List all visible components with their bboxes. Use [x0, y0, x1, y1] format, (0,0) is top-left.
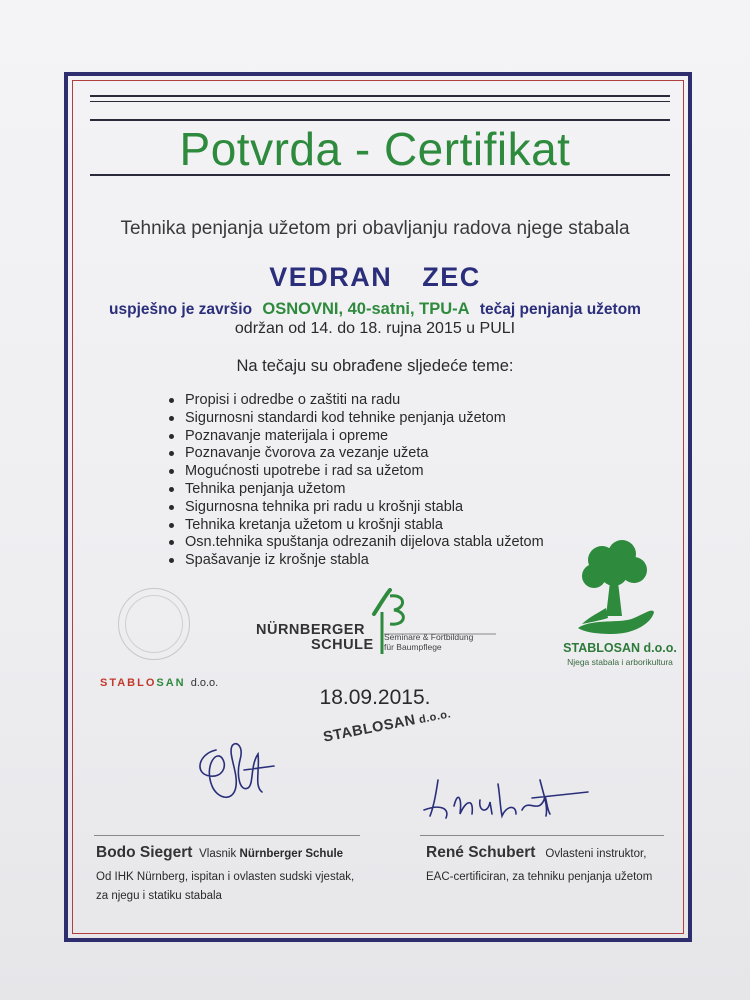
nurnberger-tagline: [384, 632, 473, 652]
signature-line-left: [94, 835, 360, 836]
signatory-left-desc-1: Od IHK Nürnberg, ispitan i ovlasten sudski vjestak,: [96, 871, 355, 883]
list-item: Sigurnosni standardi kod tehnike penjanja užetom: [166, 410, 544, 428]
list-item: Poznavanje čvorova za vezanje užeta: [166, 445, 544, 463]
list-item: Spašavanje iz krošnje stabla: [166, 552, 544, 570]
stablosan-tagline: Njega stabala i arborikultura: [567, 657, 673, 667]
list-item: Mogućnosti upotrebe i rad sa užetom: [166, 463, 544, 481]
nurnberger-line2: SCHULE: [311, 637, 374, 653]
tree-hand-logo-icon: [572, 538, 656, 638]
signatory-right-name: René Schubert: [426, 844, 536, 861]
topics-list: [166, 392, 544, 570]
list-item: Tehnika penjanja užetom: [166, 481, 544, 499]
signature-left-icon: [188, 736, 278, 806]
course-dates: održan od 14. do 18. rujna 2015 u PULI: [234, 320, 516, 337]
nurnberger-line1: NÜRNBERGER: [256, 622, 365, 638]
list-item: Sigurnosna tehnika pri radu u krošnji stabla: [166, 499, 544, 517]
embossed-seal-icon: [118, 588, 190, 660]
signature-line-right: [420, 835, 664, 836]
topics-heading: Na tečaju su obrađene sljedeće teme:: [236, 357, 514, 375]
list-item: Tehnika kretanja užetom u krošnji stabla: [166, 517, 544, 535]
completion-line: [0, 300, 750, 319]
signatory-left-desc-2: za njegu i statiku stabala: [96, 890, 222, 902]
signatory-left-name: Bodo Siegert: [96, 844, 193, 861]
signature-right-icon: [420, 770, 590, 825]
signatory-right-desc-1: EAC-certificiran, za tehniku penjanja užetom: [426, 871, 653, 883]
stablosan-small-part-b: SAN: [156, 677, 186, 689]
signatory-right: [426, 844, 652, 887]
certificate-title: Potvrda - Certifikat: [179, 123, 571, 175]
completion-suffix: tečaj penjanja užetom: [479, 301, 641, 318]
nurnberger-tagline-1: Seminare & Fortbildung: [384, 632, 474, 642]
stablosan-main-name: STABLOSAN d.o.o.: [563, 641, 677, 655]
list-item: Propisi i odredbe o zaštiti na radu: [166, 392, 544, 410]
stablosan-small-part-a: STABLO: [100, 677, 157, 689]
title-rule-top: [90, 119, 670, 121]
top-rule-thin: [90, 101, 670, 102]
stamp-part-c: d.o.o.: [414, 708, 453, 727]
certificate-subtitle: Tehnika penjanja užetom pri obavljanju radova njege stabala: [120, 218, 630, 239]
stamp-part-b: SAN: [382, 712, 417, 734]
stablosan-small-part-c: d.o.o.: [190, 677, 219, 689]
issue-date: 18.09.2015.: [319, 686, 431, 709]
signatory-left-role-prefix: Vlasnik: [199, 848, 237, 860]
list-item: Osn.tehnika spuštanja odrezanih dijelova stabla užetom: [166, 534, 544, 552]
stamp-part-a: STABLO: [322, 718, 386, 746]
top-rule-thick: [90, 95, 670, 97]
signatory-right-role: Ovlasteni instruktor,: [545, 848, 647, 860]
recipient-name: VEDRAN ZEC: [269, 262, 481, 292]
course-name: OSNOVNI, 40-satni, TPU-A: [262, 300, 470, 318]
nurnberger-tagline-2: für Baumpflege: [384, 642, 442, 652]
signatory-left-role-org: Nürnberger Schule: [239, 848, 344, 860]
signatory-left: [96, 844, 354, 906]
list-item: Poznavanje materijala i opreme: [166, 428, 544, 446]
completion-prefix: uspješno je završio: [109, 301, 253, 318]
